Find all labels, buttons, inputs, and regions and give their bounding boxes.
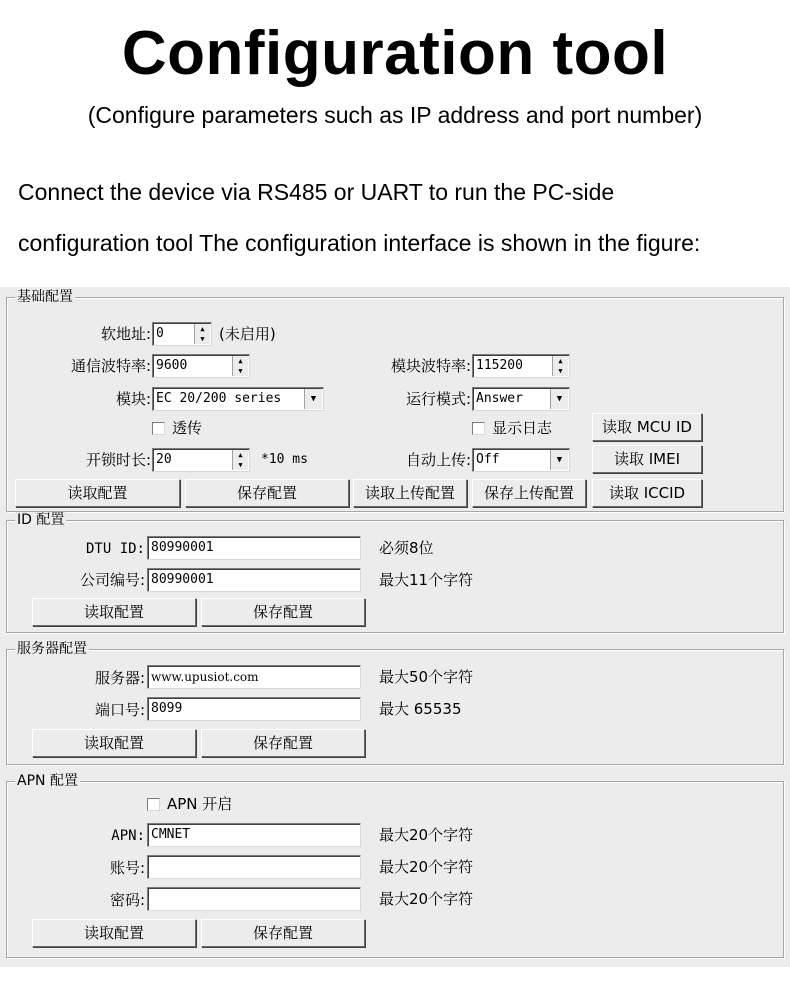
- dtu-id-input[interactable]: 80990001: [147, 536, 361, 560]
- auto-upload-label: 自动上传:: [405, 451, 471, 469]
- id-config-legend: ID 配置: [17, 512, 65, 528]
- run-mode-select[interactable]: Answer ▼: [472, 387, 570, 411]
- save-config-button[interactable]: 保存配置: [185, 479, 349, 507]
- port-note: 最大 65535: [379, 700, 462, 718]
- description-line-1: Connect the device via RS485 or UART to run the PC-side: [18, 179, 615, 205]
- read-upload-config-button[interactable]: 读取上传配置: [353, 479, 467, 507]
- id-save-config-button[interactable]: 保存配置: [201, 598, 365, 626]
- account-note: 最大20个字符: [379, 858, 474, 876]
- chevron-down-icon[interactable]: ▼: [550, 389, 568, 409]
- server-config-group: [6, 641, 784, 765]
- dtu-id-note: 必须8位: [379, 539, 434, 557]
- read-config-button[interactable]: 读取配置: [15, 479, 180, 507]
- server-config-legend: 服务器配置: [17, 641, 87, 657]
- spin-arrows-icon[interactable]: ▲ ▼: [232, 450, 248, 470]
- module-baud-label: 模块波特率:: [390, 357, 471, 375]
- page-title: Configuration tool: [121, 19, 669, 88]
- account-input[interactable]: [147, 855, 361, 879]
- module-label: 模块:: [115, 390, 151, 408]
- basic-config-legend: 基础配置: [17, 289, 73, 305]
- soft-address-note: (未启用): [219, 325, 276, 343]
- server-read-config-button[interactable]: 读取配置: [32, 729, 196, 757]
- transparent-checkbox[interactable]: [152, 422, 165, 435]
- save-upload-config-button[interactable]: 保存上传配置: [472, 479, 586, 507]
- auto-upload-select[interactable]: Off ▼: [472, 448, 570, 472]
- show-log-label: 显示日志: [492, 419, 553, 437]
- port-label: 端口号:: [94, 701, 145, 719]
- server-label: 服务器:: [94, 669, 145, 687]
- page-subtitle: (Configure parameters such as IP address and port number): [87, 102, 703, 128]
- comm-baud-label: 通信波特率:: [70, 357, 151, 375]
- id-read-config-button[interactable]: 读取配置: [32, 598, 196, 626]
- company-id-label: 公司编号:: [79, 571, 145, 589]
- config-window: [0, 287, 790, 967]
- company-id-input[interactable]: 80990001: [147, 568, 361, 592]
- spin-arrows-icon[interactable]: ▲ ▼: [232, 356, 248, 376]
- basic-config-group: [6, 289, 784, 512]
- unlock-duration-label: 开锁时长:: [85, 451, 151, 469]
- unlock-duration-unit: *10 ms: [261, 452, 308, 467]
- unlock-duration-stepper[interactable]: 20 ▲ ▼: [152, 448, 250, 472]
- read-imei-button[interactable]: 读取 IMEI: [592, 445, 702, 473]
- module-select[interactable]: EC 20/200 series ▼: [152, 387, 324, 411]
- company-id-note: 最大11个字符: [379, 571, 474, 589]
- soft-address-stepper[interactable]: 0 ▲ ▼: [152, 322, 212, 346]
- spin-arrows-icon[interactable]: ▲ ▼: [552, 356, 568, 376]
- apn-config-group: [6, 773, 784, 958]
- read-mcu-id-button[interactable]: 读取 MCU ID: [592, 413, 702, 441]
- apn-read-config-button[interactable]: 读取配置: [32, 919, 196, 947]
- password-note: 最大20个字符: [379, 890, 474, 908]
- read-iccid-button[interactable]: 读取 ICCID: [592, 479, 702, 507]
- apn-note: 最大20个字符: [379, 826, 474, 844]
- chevron-down-icon[interactable]: ▼: [304, 389, 322, 409]
- apn-enable-checkbox[interactable]: [147, 798, 160, 811]
- module-baud-stepper[interactable]: 115200 ▲ ▼: [472, 354, 570, 378]
- apn-enable-label: APN 开启: [167, 795, 233, 813]
- apn-label: APN:: [111, 828, 145, 844]
- show-log-checkbox[interactable]: [472, 422, 485, 435]
- spin-arrows-icon[interactable]: ▲ ▼: [194, 324, 210, 344]
- comm-baud-stepper[interactable]: 9600 ▲ ▼: [152, 354, 250, 378]
- apn-save-config-button[interactable]: 保存配置: [201, 919, 365, 947]
- port-input[interactable]: 8099: [147, 697, 361, 721]
- server-note: 最大50个字符: [379, 668, 474, 686]
- transparent-label: 透传: [172, 419, 203, 437]
- chevron-down-icon[interactable]: ▼: [550, 450, 568, 470]
- apn-config-legend: APN 配置: [17, 773, 78, 789]
- server-save-config-button[interactable]: 保存配置: [201, 729, 365, 757]
- id-config-group: [6, 512, 784, 633]
- account-label: 账号:: [109, 859, 145, 877]
- soft-address-label: 软地址:: [100, 325, 151, 343]
- password-input[interactable]: [147, 887, 361, 911]
- dtu-id-label: DTU ID:: [85, 541, 145, 557]
- server-input[interactable]: www.upusiot.com: [147, 665, 361, 689]
- run-mode-label: 运行模式:: [405, 390, 471, 408]
- description-line-2: configuration tool The configuration interface is shown in the figure:: [18, 230, 701, 256]
- apn-input[interactable]: CMNET: [147, 823, 361, 847]
- password-label: 密码:: [109, 891, 145, 909]
